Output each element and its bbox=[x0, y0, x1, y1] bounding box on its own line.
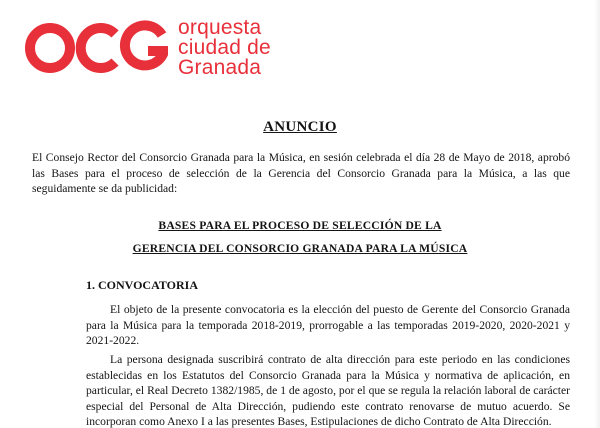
persona-paragraph: La persona designada suscribirá contrato de alta dirección para este periodo en las condiciones establecidas en los Estatutos del Consorcio Granada para la Música y normativa de aplicación, en particular, el Real Decreto 1382/1985, de 1 de agosto, por el que se regula la relación laboral de carácter especial del Personal de Alta Dirección, pudiendo este contrato renovarse de mutuo acuerdo. Se incorporan como Anexo I a las presentes Bases, Estipulaciones de dicho Contrato de Alta Dirección. bbox=[86, 353, 570, 428]
logo-wordmark bbox=[178, 18, 271, 78]
logo-line-3: Granada bbox=[178, 56, 262, 79]
logo-line-2: ciudad de bbox=[178, 36, 271, 59]
ocg-logo bbox=[22, 18, 271, 78]
bases-heading-line-1: BASES PARA EL PROCESO DE SELECCIÓN DE LA bbox=[158, 219, 442, 232]
scan-edge-shadow bbox=[594, 0, 600, 428]
bases-heading-line-2: GERENCIA DEL CONSORCIO GRANADA PARA LA MÚSICA bbox=[132, 242, 468, 255]
intro-paragraph: El Consejo Rector del Consorcio Granada para la Música, en sesión celebrada el día 28 de Mayo de 2018, aprobó las Bases para el proceso de selección de la Gerencia del Consorcio Granada para la Música, a las que seguidamente se da publicidad: bbox=[32, 151, 570, 195]
document-title: ANUNCIO bbox=[263, 119, 337, 135]
logo-line-1: orquesta bbox=[178, 16, 262, 39]
section-heading: 1. CONVOCATORIA bbox=[86, 278, 198, 292]
ocg-monogram-logo bbox=[22, 20, 170, 76]
objeto-paragraph: El objeto de la presente convocatoria es la elección del puesto de Gerente del Consorcio Granada para la Música para la temporada 2018-2019, prorrogable a las temporadas 2019-2020, 2020-2021 y 2021-2022. bbox=[86, 303, 570, 347]
